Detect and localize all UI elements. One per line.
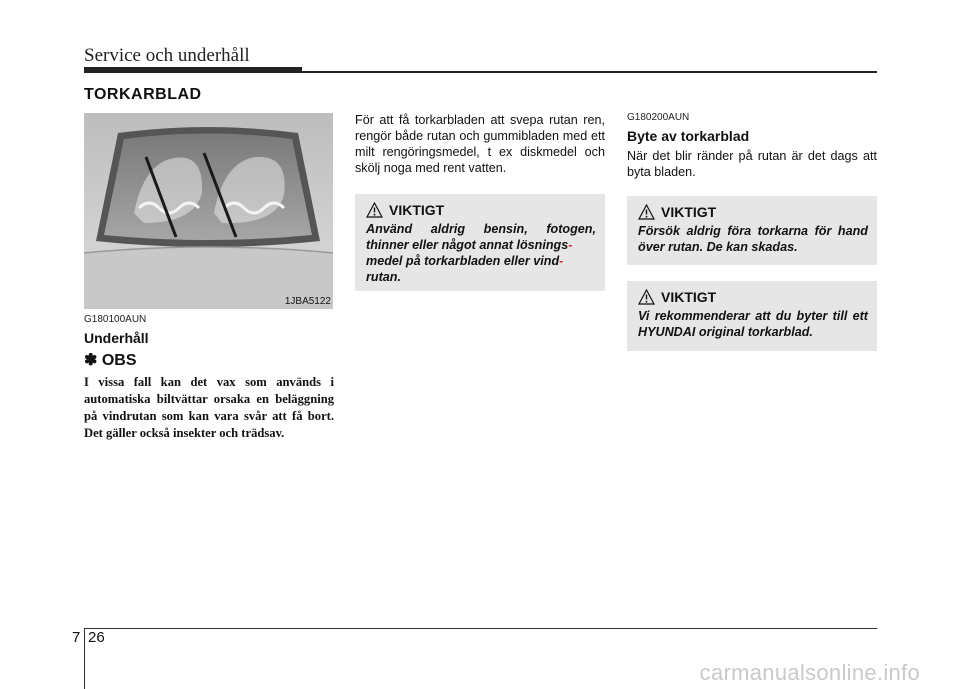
warning-text: Vi rekommenderar att du byter till ett HYUNDAI original torkarblad. [638,309,868,339]
warning-title [638,204,868,220]
subheading-maintenance: Underhåll [84,330,149,346]
column-left [84,314,334,442]
warning-triangle-icon [638,204,655,220]
section-heading: TORKARBLAD [84,86,202,103]
page-number: 26 [88,629,105,646]
warning-box [627,196,877,265]
running-header: Service och underhåll [84,45,250,66]
note-text: I vissa fall kan det vax som används i automatiska biltvättar orsaka en beläggning på vindrutan som kan vara svår att få bort. Det gäller också insekter och trädsav. [84,375,334,440]
warning-label: VIKTIGT [389,202,445,218]
warning-text: Använd aldrig bensin, fotogen, thinner eller något annat lösnings- medel på torkarbladen eller vind- rutan. [366,222,596,284]
note-label: ✽ OBS [84,352,137,369]
windshield-wiper-icon [84,113,333,309]
replacement-text: När det blir ränder på rutan är det dags att byta bladen. [627,149,877,179]
header-bar-thick [84,67,302,73]
figure-code: 1JBA5122 [284,296,331,307]
subheading-replacement: Byte av torkarblad [627,128,750,144]
warning-text: Försök aldrig föra torkarna för hand över rutan. De kan skadas. [638,224,868,254]
footer-rule [84,628,877,629]
warning-triangle-icon [366,202,383,218]
warning-triangle-icon [638,289,655,305]
header-rule [300,71,877,73]
column-middle [355,112,605,291]
cleaning-instructions: För att få torkarbladen att svepa rutan ren, rengör både rutan och gummibladen med ett milt rengöringsmedel, t ex diskmedel och skölj noga med rent vatten. [355,113,605,175]
section-code: G180100AUN [84,314,147,325]
chapter-number: 7 [72,629,81,646]
warning-title [638,289,868,305]
warning-title [366,202,596,218]
footer-divider [84,628,85,689]
wiper-illustration [84,113,333,309]
warning-label: VIKTIGT [661,289,717,305]
section-code: G180200AUN [627,112,690,123]
column-right [627,112,877,351]
warning-box [355,194,605,291]
warning-label: VIKTIGT [661,204,717,220]
watermark: carmanualsonline.info [699,660,920,685]
warning-box [627,281,877,351]
